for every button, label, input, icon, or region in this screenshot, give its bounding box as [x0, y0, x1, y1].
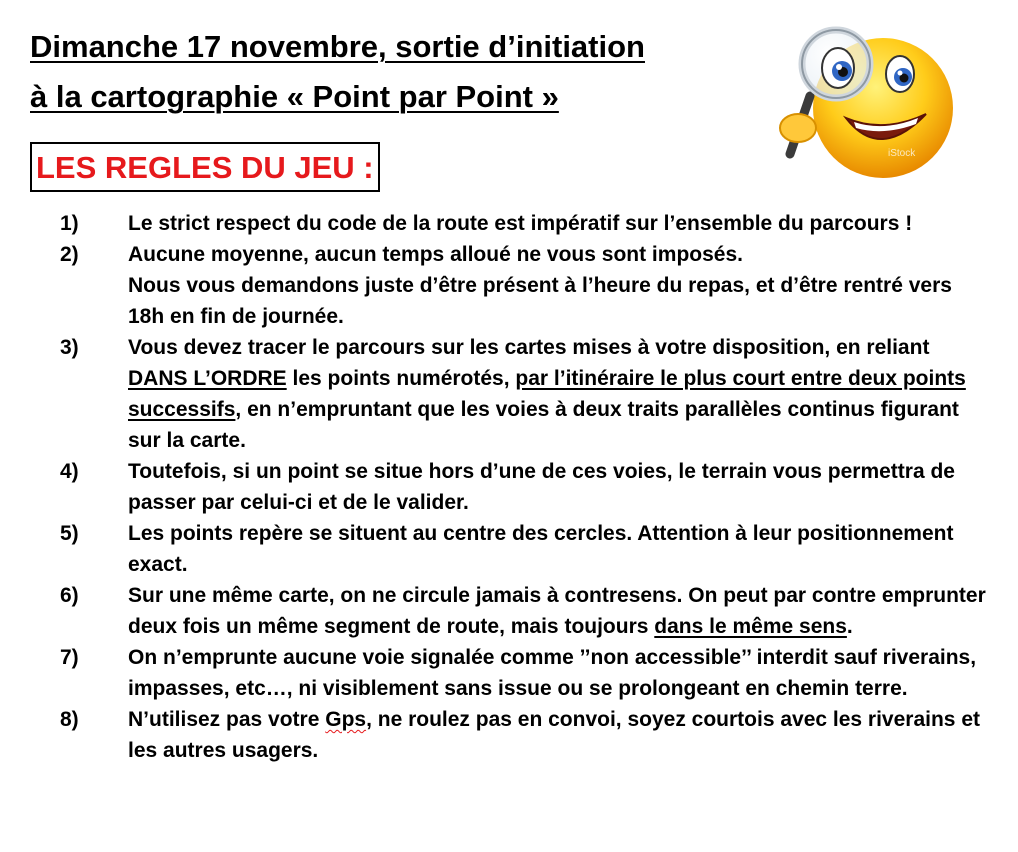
rule-text [128, 456, 990, 518]
rule-item [60, 208, 990, 239]
rule-item [60, 332, 990, 456]
rule-text-segment: Toutefois, si un point se situe hors d’une de ces voies, le terrain vous permettra de passer par celui-ci et de le valider. [128, 460, 955, 514]
rule-text-segment: . [846, 615, 853, 638]
underlined-text: dans le même sens [654, 615, 847, 638]
rule-text [128, 642, 990, 704]
spellcheck-flagged-text: Gps [325, 708, 367, 731]
rule-text [128, 704, 990, 766]
title-line-2: à la cartographie « Point par Point » [30, 79, 559, 114]
rule-number: 3) [60, 336, 79, 359]
rule-item [60, 456, 990, 518]
rule-text-segment: les points numérotés, [286, 367, 516, 390]
rule-text-segment: Sur une même carte, on ne circule jamais à contresens. On peut par contre emprunter deux fois un même segment de route, mais toujours [128, 584, 986, 638]
rule-item [60, 518, 990, 580]
rule-number: 1) [60, 212, 79, 235]
rule-item [60, 580, 990, 642]
page-title [30, 22, 645, 122]
magnifier-smiley-icon [768, 16, 958, 184]
rule-number: 4) [60, 460, 79, 483]
title-line-1: Dimanche 17 novembre, sortie d’initiation [30, 29, 645, 64]
rule-text-segment: , en n’empruntant que les voies à deux traits parallèles continus figurant sur la carte. [128, 398, 959, 452]
rule-text-segment: Vous devez tracer le parcours sur les cartes mises à votre disposition, en reliant [128, 336, 930, 359]
rule-text-segment: Le strict respect du code de la route est impératif sur l’ensemble du parcours ! [128, 212, 913, 235]
rule-number: 7) [60, 646, 79, 669]
rule-text [128, 580, 990, 642]
underlined-text: par l’itinéraire le plus court entre deux points successifs [128, 367, 966, 421]
rule-text-segment: Nous vous demandons juste d’être présent à l’heure du repas, et d’être rentré vers 18h en fin de journée. [128, 274, 952, 328]
rule-text-segment: , ne roulez pas en convoi, soyez courtois avec les riverains et les autres usagers. [128, 708, 980, 762]
rules-heading: LES REGLES DU JEU : [36, 150, 374, 185]
rule-item [60, 239, 990, 332]
rule-text [128, 332, 990, 456]
rules-heading-box [30, 142, 380, 192]
rules-list [60, 208, 990, 766]
rule-text-segment: N’utilisez pas votre [128, 708, 326, 731]
rule-number: 6) [60, 584, 79, 607]
rule-item [60, 642, 990, 704]
rule-text-segment: Les points repère se situent au centre des cercles. Attention à leur positionnement exact. [128, 522, 954, 576]
rule-text [128, 518, 990, 580]
watermark-text: iStock [888, 148, 916, 159]
rule-text [128, 239, 990, 332]
rule-number: 8) [60, 708, 79, 731]
underlined-text: DANS L’ORDRE [128, 367, 287, 390]
rule-text [128, 208, 990, 239]
rule-item [60, 704, 990, 766]
rule-number: 5) [60, 522, 79, 545]
rule-number: 2) [60, 243, 79, 266]
rule-text-segment: On n’emprunte aucune voie signalée comme ’’non accessible’’ interdit sauf riverains, impasses, etc…, ni visiblement sans issue ou se prolongeant en chemin terre. [128, 646, 977, 700]
rule-text-segment: Aucune moyenne, aucun temps alloué ne vous sont imposés. [128, 243, 743, 266]
